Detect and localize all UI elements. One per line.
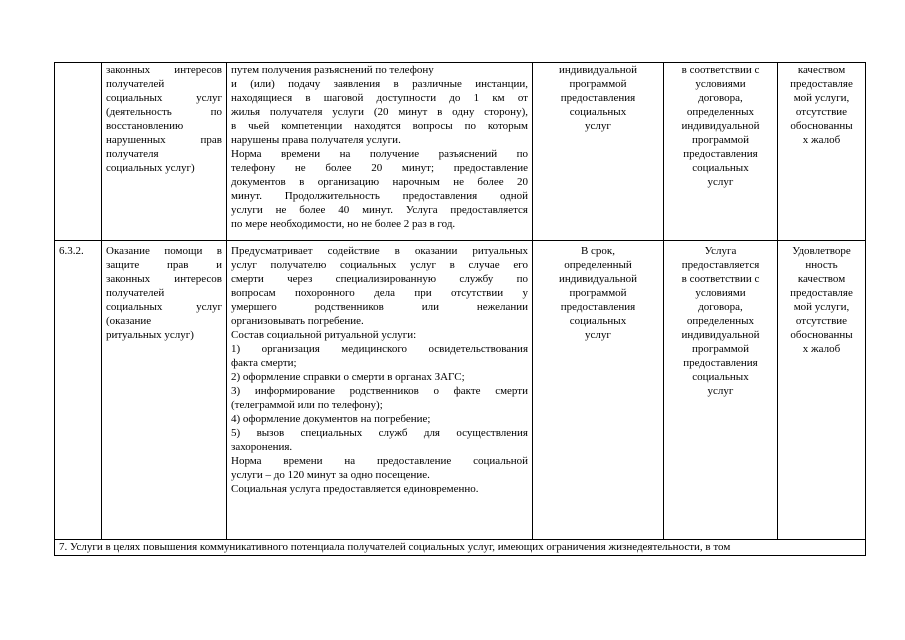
conditions-line: в соответствии с [681,273,760,285]
name-line: получателей [106,287,165,299]
quality-line: нность [805,259,838,271]
quality-line: качеством [797,273,846,285]
conditions-line: услуг [707,385,734,397]
services-table [54,62,866,556]
description-line: вопросам похоронного дела при отсутствии у [231,287,528,299]
description-line: 1) организация медицинского освидетельствования [231,343,528,355]
service-description-cell [227,63,533,241]
conditions-line: социальных [692,371,749,383]
term-line: социальных [569,315,627,327]
quality-line: отсутствие [795,315,848,327]
name-line: социальных услуг [106,301,222,313]
service-number-cell [55,241,102,540]
description-line: по мере необходимости, но не более 2 раз в год. [231,218,456,230]
description-line: факта смерти; [231,357,297,369]
conditions-line: договора, [698,301,743,313]
name-line: (оказание [106,315,152,327]
term-line: предоставления [560,301,636,313]
quality-line: х жалоб [802,134,841,146]
conditions-line: предоставления [683,148,758,160]
description-line: телефону не более 20 минут; предоставление [231,162,528,174]
description-line: услуги – до 120 минут за одно посещение. [231,469,430,481]
term-line: индивидуальной [558,273,638,285]
name-line: защите прав и [106,259,222,271]
section-heading-row [55,540,866,556]
description-line: 5) вызов специальных служб для осуществления [231,427,528,439]
conditions-line: условиями [695,78,746,90]
quality-line: мой услуги, [793,301,850,313]
term-line: услуг [585,120,611,132]
name-line: получателя [106,148,159,160]
service-term-cell [533,63,664,241]
quality-line: предоставляе [790,78,853,90]
conditions-line: договора, [698,92,743,104]
description-line: услуг получателю социальных услуг в случае его [231,259,528,271]
name-line: законных интересов [106,273,222,285]
conditions-line: условиями [695,287,746,299]
description-line: и (или) подачу заявления в различные инстанции, [231,78,528,90]
description-line: нарушены права получателя услуги. [231,134,401,146]
conditions-line: индивидуальной [681,329,760,341]
description-line: (телеграммой или по телефону); [231,399,383,411]
table-row [55,241,866,540]
description-line: смерти через специализированную службу по [231,273,528,285]
term-line: услуг [585,329,611,341]
conditions-line: индивидуальной [681,120,760,132]
service-name-cell [102,241,227,540]
term-line: предоставления [560,92,636,104]
description-line: находящиеся в шаговой доступности до 1 км от [231,92,528,104]
name-line: Оказание помощи в [106,245,222,257]
conditions-line: Услуга [704,245,737,257]
conditions-line: в соответствии с [681,64,760,76]
name-line: восстановлению [106,120,184,132]
term-line: индивидуальной [558,64,638,76]
name-line: получателей [106,78,165,90]
description-line: в чьей компетенции находятся вопросы по которым [231,120,528,132]
service-conditions-cell [664,241,778,540]
quality-line: обоснованны [790,120,853,132]
conditions-line: социальных [692,162,749,174]
description-line: Состав социальной ритуальной услуги: [231,329,417,341]
service-conditions-cell [664,63,778,241]
name-line: социальных услуг) [106,162,195,174]
description-line: 2) оформление справки о смерти в органах ЗАГС; [231,371,465,383]
term-line: программой [569,78,627,90]
description-line: путем получения разъяснений по телефону [231,64,434,76]
service-number-cell [55,63,102,241]
quality-line: Удовлетворе [792,245,851,257]
service-term-cell [533,241,664,540]
description-line: минут. Продолжительность предоставления одной [231,190,528,202]
section-heading: 7. Услуги в целях повышения коммуникативного потенциала получателей социальных услуг, имеющих ограничения жизнедеятельности, в том [55,540,866,556]
service-description-cell [227,241,533,540]
quality-line: отсутствие [795,106,848,118]
conditions-line: предоставляется [681,259,760,271]
name-line: ритуальных услуг) [106,329,194,341]
quality-line: х жалоб [802,343,841,355]
description-line: организовывать погребение. [231,315,364,327]
quality-line: обоснованны [790,329,853,341]
term-line: В срок, [580,245,616,257]
description-line: умершего родственников или нежелании [231,301,528,313]
conditions-line: программой [691,134,750,146]
conditions-line: предоставления [683,357,758,369]
conditions-line: определенных [686,315,755,327]
description-line: Предусматривает содействие в оказании ритуальных [231,245,528,257]
name-line: законных интересов [106,64,222,76]
description-line: Норма времени на получение разъяснений по [231,148,528,160]
description-line: 4) оформление документов на погребение; [231,413,431,425]
quality-line: качеством [797,64,846,76]
service-name-cell [102,63,227,241]
name-line: нарушенных прав [106,134,222,146]
description-line: документов в организацию нарочным не более 20 [231,176,528,188]
name-line: социальных услуг [106,92,222,104]
term-line: социальных [569,106,627,118]
conditions-line: услуг [707,176,734,188]
description-line: 3) информирование родственников о факте смерти [231,385,528,397]
quality-line: мой услуги, [793,92,850,104]
service-quality-cell [778,241,866,540]
quality-line: предоставляе [790,287,853,299]
term-line: определенный [564,259,632,271]
term-line: программой [569,287,627,299]
table-row [55,63,866,241]
description-line: услуги не более 40 минут. Услуга предоставляется [231,204,528,216]
description-line: Норма времени на предоставление социальной [231,455,528,467]
description-line: жилья получателя услуги (20 минут в одну сторону), [231,106,528,118]
conditions-line: определенных [686,106,755,118]
description-line: Социальная услуга предоставляется единовременно. [231,483,479,495]
conditions-line: программой [691,343,750,355]
service-number: 6.3.2. [59,245,84,257]
service-quality-cell [778,63,866,241]
description-line: захоронения. [231,441,293,453]
name-line: (деятельность по [106,106,222,118]
